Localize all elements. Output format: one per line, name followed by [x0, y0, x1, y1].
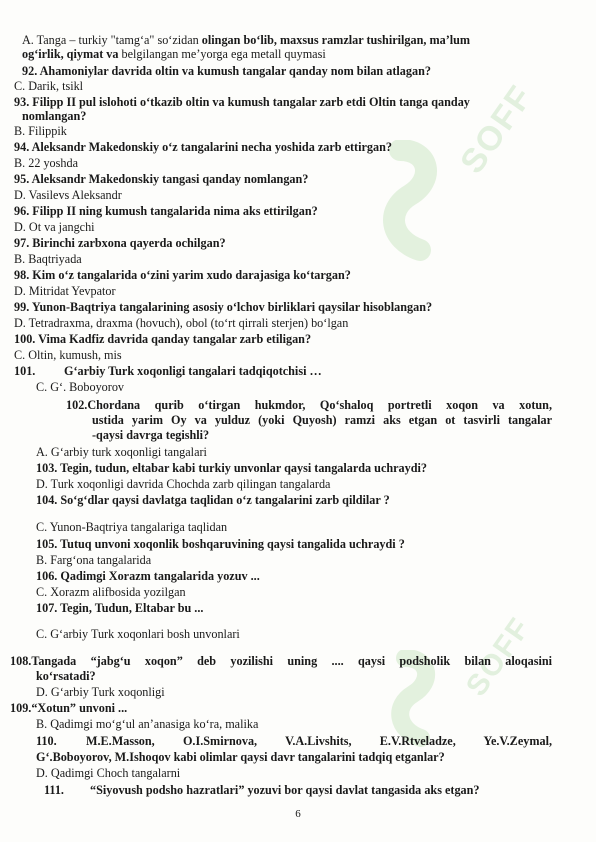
question-95: 95. Aleksandr Makedonskiy tangasi qanday nomlangan?: [14, 172, 309, 186]
question-101: G‘arbiy Turk xoqonligi tangalari tadqiqotchisi …: [64, 364, 322, 378]
answer-text-bold: olingan bo‘lib, maxsus ramzlar tushirilgan, ma’lum: [201, 33, 471, 47]
question-93: 93. Filipp II pul islohoti o‘tkazib oltin va kumush tangalar zarb etdi Oltin tanga qanday: [14, 95, 470, 109]
question-111: “Siyovush podsho hazratlari” yozuvi bor qaysi davlat tangasida aks etgan?: [90, 783, 480, 797]
question-108: 108.Tangada “jabg‘u xoqon” deb yozilishi uning .... qaysi podsholik bilan aloqasini: [10, 654, 552, 668]
question-111-number: 111.: [44, 783, 64, 797]
question-108-cont: ko‘rsatadi?: [36, 669, 96, 683]
question-101-number: 101.: [14, 364, 36, 378]
question-110-cont: G‘.Boboyorov, M.Ishoqov kabi olimlar qaysi davr tangalarini tadqiq etganlar?: [36, 750, 445, 764]
answer-110: D. Qadimgi Choch tangalarni: [36, 766, 181, 780]
answer-93: B. Filippik: [14, 124, 67, 138]
question-103: 103. Tegin, tudun, eltabar kabi turkiy unvonlar qaysi tangalarda uchraydi?: [36, 461, 428, 475]
question-107: 107. Tegin, Tudun, Eltabar bu ...: [36, 601, 204, 615]
question-104: 104. So‘g‘dlar qaysi davlatga taqlidan o‘z tangalarini zarb qildilar ?: [36, 493, 390, 507]
answer-105: B. Farg‘ona tangalarida: [36, 553, 152, 567]
answer-108: D. G‘arbiy Turk xoqonligi: [36, 685, 165, 699]
watermark-text: SOFF: [459, 611, 538, 703]
answer-94: B. 22 yoshda: [14, 156, 78, 170]
answer-line: [22, 33, 552, 47]
answer-99: D. Tetradraxma, draxma (hovuch), obol (to‘rt qirrali sterjen) bo‘lgan: [14, 316, 349, 330]
question-102: 102.Chordana qurib o‘tirgan hukmdor, Qo‘shaloq portretli xoqon va xotun,: [66, 398, 552, 412]
answer-107: C. G‘arbiy Turk xoqonlari bosh unvonlari: [36, 627, 240, 641]
answer-103: D. Turk xoqonligi davrida Chochda zarb qilingan tangalarda: [36, 477, 331, 491]
answer-101: C. G‘. Boboyorov: [36, 380, 125, 394]
answer-100: C. Oltin, kumush, mis: [14, 348, 122, 362]
question-102-cont: -qaysi davrga tegishli?: [92, 428, 210, 442]
answer-109: B. Qadimgi mo‘g‘ul an’anasiga ko‘ra, malika: [36, 717, 259, 731]
question-110: M.E.Masson, O.I.Smirnova, V.A.Livshits, E.V.Rtveladze, Ye.V.Zeymal,: [86, 734, 552, 748]
answer-106: C. Xorazm alifbosida yozilgan: [36, 585, 186, 599]
question-109: 109.“Xotun” unvoni ...: [10, 701, 128, 715]
watermark-logo-icon: [360, 140, 450, 270]
question-100: 100. Vima Kadfiz davrida qanday tangalar zarb etiligan?: [14, 332, 312, 346]
answer-95: D. Vasilevs Aleksandr: [14, 188, 122, 202]
question-99: 99. Yunon-Baqtriya tangalarining asosiy o‘lchov birliklari qaysilar hisoblangan?: [14, 300, 433, 314]
page-number: 6: [295, 808, 301, 820]
question-97: 97. Birinchi zarbxona qayerda ochilgan?: [14, 236, 226, 250]
question-102-cont: ustida yarim Oy va yulduz (yoki Quyosh) ramzi aks etgan ot tasvirli tangalar: [92, 413, 552, 427]
question-94: 94. Aleksandr Makedonskiy o‘z tangalarini necha yoshida zarb ettirgan?: [14, 140, 392, 154]
answer-text: A. Tanga – turkiy "tamg‘a" so‘zidan: [22, 33, 199, 47]
answer-text-bold: og‘irlik, qiymat va: [22, 47, 119, 61]
answer-96: D. Ot va jangchi: [14, 220, 95, 234]
answer-line: [22, 47, 326, 61]
answer-98: D. Mitridat Yevpator: [14, 284, 116, 298]
answer-104: C. Yunon-Baqtriya tangalariga taqlidan: [36, 520, 228, 534]
question-105: 105. Tutuq unvoni xoqonlik boshqaruvining qaysi tangalida uchraydi ?: [36, 537, 405, 551]
question-92: 92. Ahamoniylar davrida oltin va kumush tangalar qanday nom bilan atlagan?: [22, 64, 431, 78]
answer-92: C. Darik, tsikl: [14, 79, 84, 93]
question-98: 98. Kim o‘z tangalarida o‘zini yarim xudo darajasiga ko‘targan?: [14, 268, 351, 282]
question-110-number: 110.: [36, 734, 57, 748]
answer-text: belgilangan me’yorga ega metall quymasi: [121, 47, 326, 61]
question-93-cont: nomlangan?: [22, 109, 87, 123]
answer-102: A. G‘arbiy turk xoqonligi tangalari: [36, 445, 207, 459]
question-96: 96. Filipp II ning kumush tangalarida nima aks ettirilgan?: [14, 204, 318, 218]
answer-97: B. Baqtriyada: [14, 252, 82, 266]
question-106: 106. Qadimgi Xorazm tangalarida yozuv ...: [36, 569, 260, 583]
watermark-text: SOFF: [453, 77, 541, 181]
